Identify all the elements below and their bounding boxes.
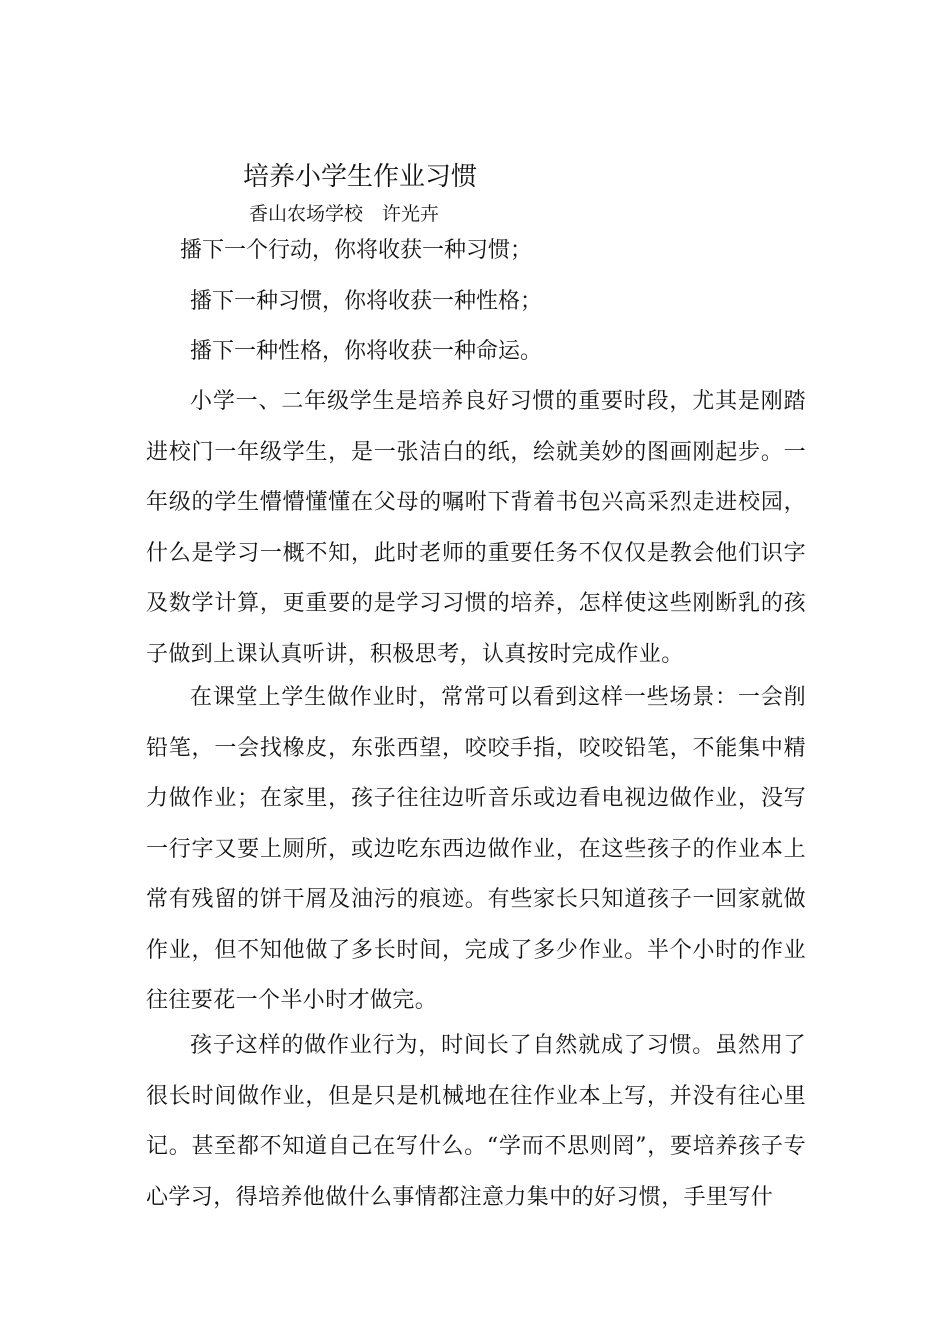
verse-line-1: 播下一个行动，你将收获一种习惯； xyxy=(180,238,533,263)
paragraph-2: 在课堂上学生做作业时，常常可以看到这样一些场景：一会削铅笔，一会找橡皮，东张西望，咬咬手指，咬咬铅笔，不能集中精力做作业；在家里，孩子往往边听音乐或边看电视边做作业，没写一行字又要上厕所，或边吃东西边做作业，在这些孩子的作业本上常有残留的饼干屑及油污的痕迹。有些家长只知道孩子一回家就做作业，但不知他做了多长时间，完成了多少作业。半个小时的作业往往要花一个半小时才做完。 xyxy=(146,685,806,1013)
document-title: 培养小学生作业习惯 xyxy=(243,162,478,192)
verse-line-3: 播下一种性格，你将收获一种命运。 xyxy=(190,339,543,364)
paragraph-3: 孩子这样的做作业行为，时间长了自然就成了习惯。虽然用了很长时间做作业，但是只是机械地在往作业本上写，并没有往心里记。甚至都不知道自己在写什么。“学而不思则罔”，要培养孩子专心学习，得培养他做什么事情都注意力集中的好习惯，手里写什 xyxy=(146,1033,806,1210)
paragraph-1: 小学一、二年级学生是培养良好习惯的重要时段，尤其是刚踏进校门一年级学生，是一张洁白的纸，绘就美妙的图画刚起步。一年级的学生懵懵懂懂在父母的嘱咐下背着书包兴高采烈走进校园，什么是学习一概不知，此时老师的重要任务不仅仅是教会他们识字及数学计算，更重要的是学习习惯的培养，怎样使这些刚断乳的孩子做到上课认真听讲，积极思考，认真按时完成作业。 xyxy=(146,389,806,667)
author-line: 香山农场学校 许光卉 xyxy=(249,203,440,225)
verse-line-2: 播下一种习惯，你将收获一种性格； xyxy=(190,289,543,314)
